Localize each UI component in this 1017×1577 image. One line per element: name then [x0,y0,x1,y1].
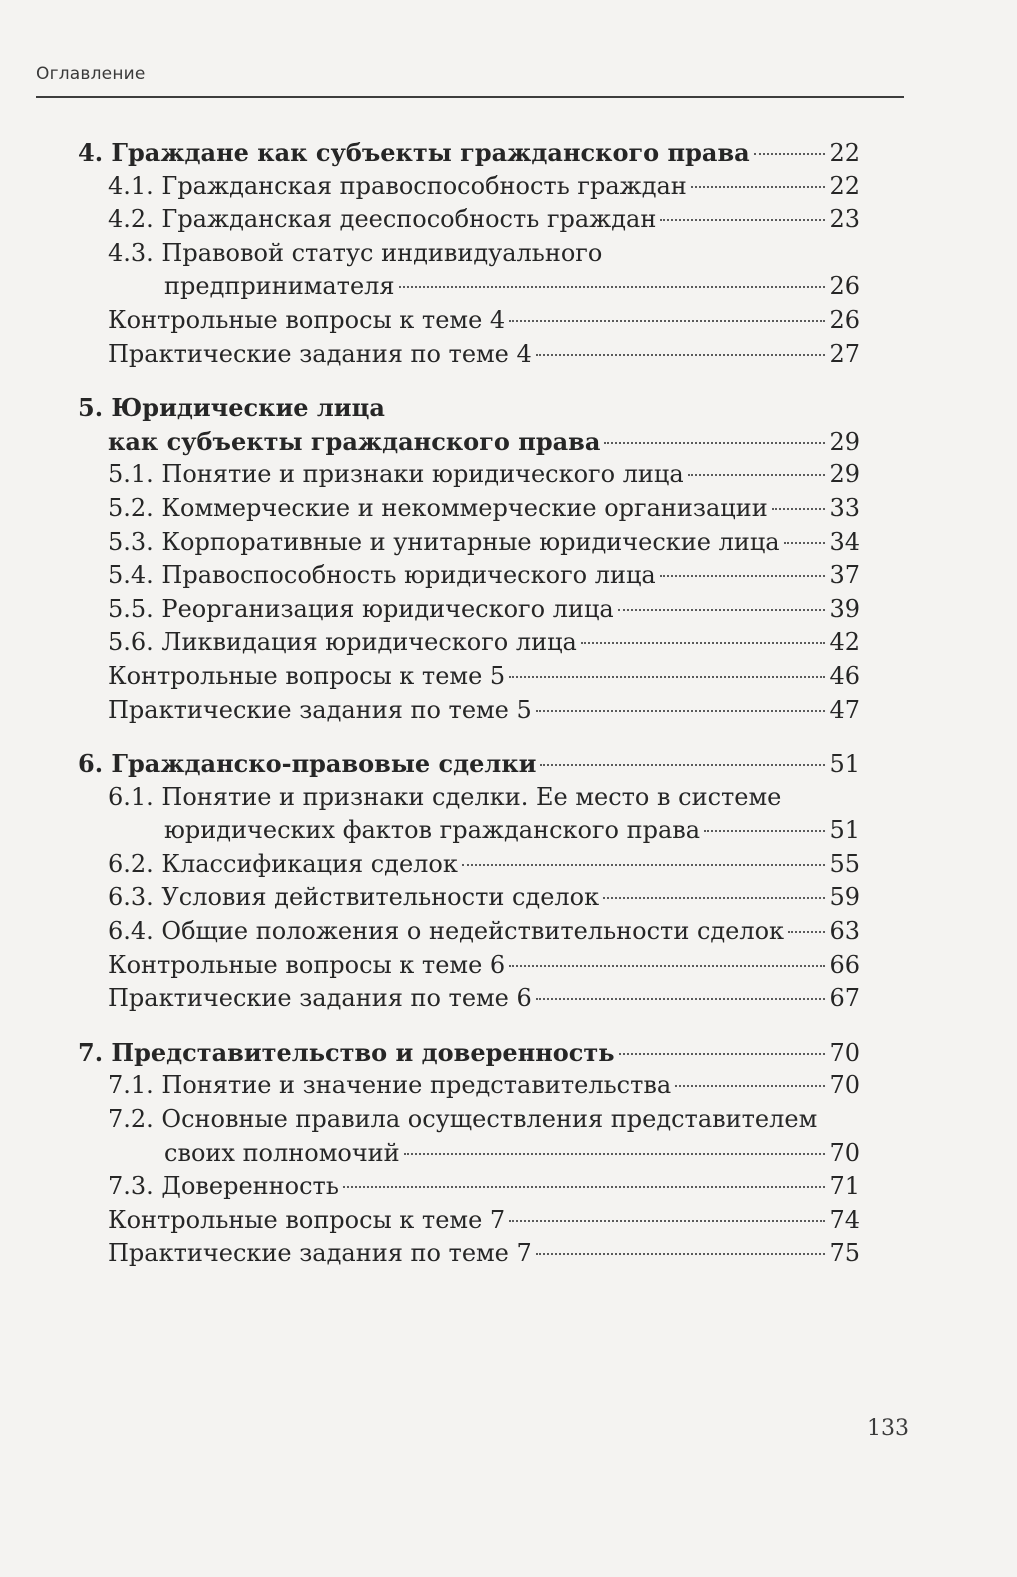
toc-entry-page: 22 [829,171,860,200]
toc-entry-page: 34 [829,527,860,556]
toc-entry-page: 70 [829,1071,860,1100]
dot-leader [343,1186,826,1188]
toc-entry-page: 46 [829,661,860,690]
toc-section [78,391,860,727]
toc-entry [78,982,860,1016]
toc-entry [78,1237,860,1271]
toc-entry-page: 63 [829,917,860,946]
dot-leader [509,320,825,322]
toc-chapter-entry [78,747,860,781]
dot-leader [772,508,826,510]
toc-entry [78,1137,860,1171]
toc-entry-page: 39 [829,594,860,623]
toc-entry-title: 5.4. Правоспособность юридического лица [108,561,656,590]
toc-entry [78,694,860,728]
toc-entry-title: 5.6. Ликвидация юридического лица [108,628,577,657]
toc-entry [78,781,860,815]
toc-entry-title: 4.3. Правовой статус индивидуального [108,238,603,267]
toc-entry-title: 7.2. Основные правила осуществления представителем [108,1105,818,1134]
toc-entry-page: 51 [829,750,860,779]
toc-entry-title: 7.3. Доверенность [108,1172,339,1201]
dot-leader [399,286,826,288]
toc-entry-title: 4.1. Гражданская правоспособность граждан [108,171,687,200]
toc-entry-title: 7. Представительство и доверенность [78,1037,615,1067]
dot-leader [509,676,825,678]
toc-entry [78,338,860,372]
toc-entry-page: 75 [829,1239,860,1268]
toc-entry-title: своих полномочий [164,1138,400,1167]
toc-entry [78,270,860,304]
toc-entry-title: Практические задания по теме 6 [108,984,532,1013]
toc-entry [78,915,860,949]
toc-entry [78,660,860,694]
dot-leader [660,219,825,221]
dot-leader [619,1053,826,1055]
toc-entry-title: как субъекты гражданского права [108,426,601,456]
dot-leader [536,1253,826,1255]
dot-leader [604,442,825,444]
page-number: 133 [867,1416,909,1441]
toc-entry-title: 6. Гражданско-правовые сделки [78,749,537,779]
toc-chapter-entry [78,391,860,425]
toc-entry [78,1170,860,1204]
toc-entry-title: 7.1. Понятие и значение представительства [108,1071,672,1100]
dot-leader [540,764,825,766]
toc-chapter-entry [78,1036,860,1070]
toc-entry [78,1204,860,1238]
dot-leader [618,609,826,611]
toc-entry-page: 47 [829,695,860,724]
toc-entry-page: 26 [829,305,860,334]
toc-entry-page: 33 [829,493,860,522]
toc-entry [78,881,860,915]
toc-entry-title: Практические задания по теме 7 [108,1239,532,1268]
toc-entry-page: 23 [829,205,860,234]
dot-leader [704,830,825,832]
toc-entry-page: 29 [829,427,860,456]
dot-leader [462,864,826,866]
toc-entry-page: 26 [829,272,860,301]
dot-leader [691,186,826,188]
toc-entry [78,848,860,882]
toc-entry-title: 5.3. Корпоративные и унитарные юридические лица [108,527,780,556]
toc-entry-page: 29 [829,460,860,489]
toc-entry-title: Практические задания по теме 4 [108,339,532,368]
toc-entry-title: Контрольные вопросы к теме 5 [108,661,506,690]
toc-entry-page: 51 [829,816,860,845]
toc-entry-page: 67 [829,984,860,1013]
toc-entry-title: 5. Юридические лица [78,393,385,423]
toc-entry-title: Контрольные вопросы к теме 7 [108,1205,506,1234]
toc-entry-title: предпринимателя [164,272,395,301]
toc-entry [78,949,860,983]
dot-leader [675,1085,825,1087]
toc-entry-page: 27 [829,339,860,368]
dot-leader [784,542,826,544]
table-of-contents [78,136,860,1271]
dot-leader [788,931,825,933]
dot-leader [536,998,826,1000]
toc-entry-title: 5.5. Реорганизация юридического лица [108,594,614,623]
toc-entry-title: 6.3. Условия действительности сделок [108,883,600,912]
toc-section [78,136,860,371]
dot-leader [404,1153,826,1155]
toc-entry [78,425,860,459]
toc-entry [78,492,860,526]
dot-leader [688,474,826,476]
toc-entry-title: Контрольные вопросы к теме 6 [108,950,506,979]
toc-entry [78,203,860,237]
toc-entry-page: 59 [829,883,860,912]
toc-entry-page: 22 [829,139,860,167]
toc-entry-title: Контрольные вопросы к теме 4 [108,305,506,334]
dot-leader [536,710,826,712]
toc-entry-title: 5.2. Коммерческие и некоммерческие организации [108,493,768,522]
toc-entry-title: 4. Граждане как субъекты гражданского права [78,138,750,167]
toc-entry-page: 74 [829,1205,860,1234]
toc-entry [78,593,860,627]
toc-entry [78,1103,860,1137]
toc-entry-title: юридических фактов гражданского права [164,816,701,845]
dot-leader [536,354,826,356]
dot-leader [754,153,826,155]
toc-entry-title: 6.1. Понятие и признаки сделки. Ее место в системе [108,782,782,811]
toc-entry-page: 71 [829,1172,860,1201]
toc-entry-page: 42 [829,628,860,657]
dot-leader [603,897,825,899]
toc-chapter-entry [78,136,860,170]
toc-entry [78,170,860,204]
toc-entry [78,559,860,593]
toc-entry [78,304,860,338]
dot-leader [581,642,826,644]
toc-entry [78,526,860,560]
dot-leader [509,965,825,967]
toc-entry [78,237,860,271]
toc-entry [78,626,860,660]
toc-entry [78,458,860,492]
toc-section [78,1036,860,1271]
toc-entry-page: 70 [829,1038,860,1067]
toc-entry [78,1069,860,1103]
toc-entry-title: 4.2. Гражданская дееспособность граждан [108,205,657,234]
toc-entry-page: 37 [829,561,860,590]
toc-entry-title: Практические задания по теме 5 [108,695,532,724]
toc-entry-page: 70 [829,1138,860,1167]
header-rule [36,96,904,98]
dot-leader [509,1220,825,1222]
running-header: Оглавление [36,64,146,84]
toc-entry-title: 5.1. Понятие и признаки юридического лица [108,460,684,489]
dot-leader [660,575,826,577]
toc-section [78,747,860,1016]
toc-entry-page: 55 [829,849,860,878]
toc-entry-page: 66 [829,950,860,979]
toc-entry-title: 6.4. Общие положения о недействительности сделок [108,917,785,946]
toc-entry-title: 6.2. Классификация сделок [108,849,458,878]
toc-entry [78,814,860,848]
